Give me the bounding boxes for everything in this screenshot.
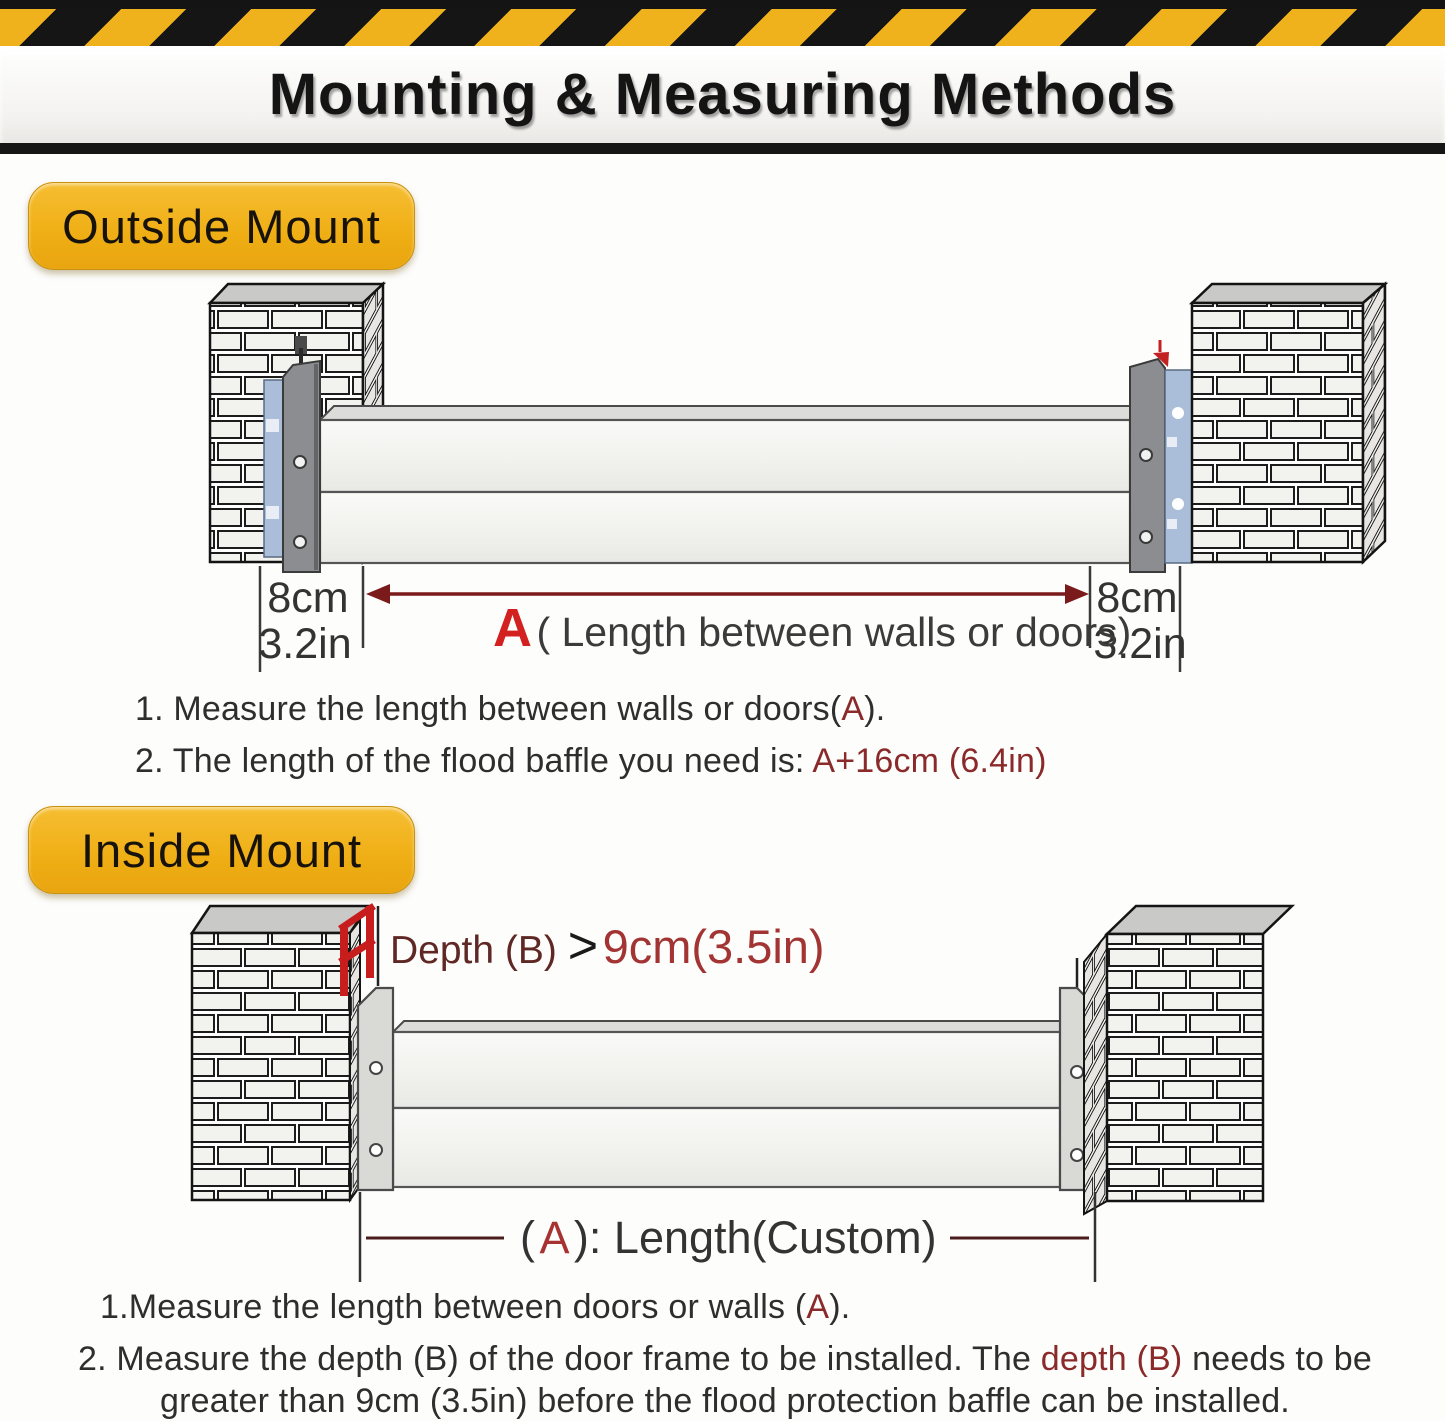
outside-mount-diagram	[0, 270, 1445, 690]
length-marker-a: A	[493, 598, 532, 658]
arrowhead-left	[366, 584, 390, 604]
right-offset-cm: 8cm	[1096, 574, 1178, 622]
depth-annotation	[390, 917, 825, 975]
outside-step-2: 2. The length of the flood baffle you need is: A+16cm (6.4in)	[135, 742, 1047, 780]
barrier-plank-top	[393, 1032, 1060, 1108]
right-pillar	[1192, 284, 1385, 562]
right-mounting-channel	[1130, 359, 1165, 572]
flood-barrier	[393, 1021, 1071, 1187]
inside-mount-diagram	[0, 900, 1445, 1285]
inside-mount-label: Inside Mount	[80, 823, 363, 877]
outside-mount-label: Outside Mount	[62, 199, 381, 253]
left-mounting-channel	[283, 361, 320, 572]
screw-hole	[1071, 1066, 1083, 1078]
right-pillar-side-face	[1363, 284, 1385, 562]
screw-hole	[1140, 449, 1152, 461]
right-pillar-top-face	[1192, 284, 1385, 303]
barrier-top-face	[393, 1021, 1071, 1032]
title-banner	[0, 46, 1445, 143]
right-pillar-front-face	[1192, 303, 1363, 562]
length-caption	[493, 598, 1131, 658]
left-seal-strip	[264, 380, 283, 557]
screw-hole	[294, 456, 306, 468]
arrowhead-right	[1065, 584, 1089, 604]
barrier-plank-bottom	[393, 1108, 1060, 1187]
depth-value: 9cm(3.5in)	[602, 920, 825, 973]
left-offset-cm: 8cm	[267, 574, 349, 622]
left-mounting-channel	[358, 988, 393, 1190]
header-divider	[0, 143, 1445, 154]
right-pillar-front-face	[1107, 934, 1263, 1201]
right-pillar-top-face	[1107, 906, 1292, 934]
inside-step-1: 1.Measure the length between doors or walls (A).	[100, 1288, 851, 1326]
left-pillar-top-face	[210, 284, 383, 303]
depth-label: Depth (B)	[390, 929, 568, 972]
outside-mount-badge	[28, 182, 415, 270]
inside-dimensions	[360, 1192, 1095, 1282]
page-title: Mounting & Measuring Methods	[268, 62, 1177, 127]
hazard-top-bar	[0, 0, 1445, 9]
right-pillar-side-face	[1084, 934, 1107, 1214]
flood-barrier	[320, 406, 1144, 563]
barrier-plank-bottom	[320, 492, 1130, 563]
left-pillar-front-face	[192, 933, 350, 1200]
header	[0, 0, 1445, 154]
right-pillar	[1084, 906, 1292, 1214]
screw-hole	[370, 1062, 382, 1074]
screw-hole	[1071, 1149, 1083, 1161]
screw-hole	[1140, 531, 1152, 543]
screw-hole	[370, 1144, 382, 1156]
inside-step-2: 2. Measure the depth (B) of the door frame to be installed. The depth (B) needs to be greater than 9cm (3.5in) before the flood protection baffle can be installed.	[77, 1340, 1373, 1420]
greater-than-sign: >	[567, 917, 599, 975]
outside-step-1: 1. Measure the length between walls or doors(A).	[135, 690, 886, 728]
barrier-top-face	[320, 406, 1144, 420]
outside-dimensions	[258, 566, 1186, 672]
right-offset-in: 3.2in	[1093, 620, 1187, 668]
left-offset-in: 3.2in	[258, 620, 352, 668]
length-caption-text: ( Length between walls or doors)	[536, 609, 1132, 655]
length-marker-a: A	[539, 1212, 570, 1263]
screw-hole	[294, 536, 306, 548]
inside-mount-badge	[28, 806, 415, 894]
barrier-plank-top	[320, 420, 1130, 492]
length-custom-caption: ( A ): Length(Custom)	[520, 1212, 937, 1263]
